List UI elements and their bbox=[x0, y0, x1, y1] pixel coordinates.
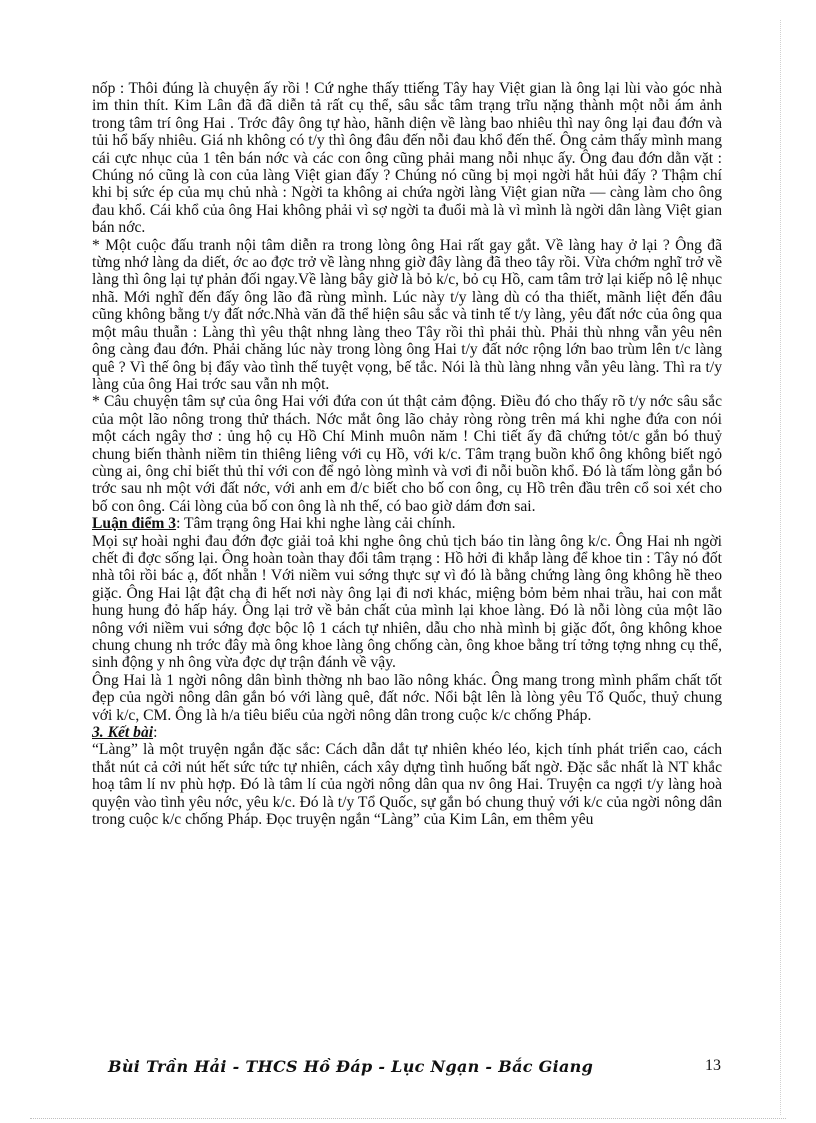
conclusion-heading bbox=[92, 724, 722, 741]
argument-3-label: Luận điểm 3 bbox=[92, 515, 177, 533]
conclusion-colon: : bbox=[153, 724, 158, 742]
paragraph-2: * Một cuộc đấu tranh nội tâm diễn ra trong lòng ông Hai rất gay gắt. Về làng hay ở lại ? Ông đã từng nhớ làng da diết, ớc ao đợc trở về làng nhng giờ đây làng đã theo tây rồi. Vừa chớm nghĩ trở về làng thì ông lại tự phản đối ngay.Về làng bây giờ là bỏ k/c, bỏ cụ Hồ, cam tâm trở lại kiếp nô lệ nhục nhã. Mới nghĩ đến đấy ông lão đã rùng mình. Lúc này t/y làng dù có tha thiết, mãnh liệt đến đâu cũng không bằng t/y đất nớc.Nhà văn đã thể hiện sâu sắc và tinh tế t/y làng, yêu đất nớc của ông qua một mâu thuẫn : Làng thì yêu thật nhng làng theo Tây rồi thì phải thù. Phải thù nhng vẫn yêu nên ông càng đau đớn. Phải chăng lúc này trong lòng ông Hai t/y đất nớc rộng lớn bao trùm lên t/c làng quê ? Vì thế ông bị đẩy vào tình thế tuyệt vọng, bế tắc. Nói là thù làng nhng vẫn yêu làng. Thì ra t/y làng của ông Hai trớc sau vẫn nh một. bbox=[92, 236, 722, 393]
body-text bbox=[92, 80, 722, 828]
argument-3-heading bbox=[92, 515, 722, 532]
paragraph-5: Ông Hai là 1 ngời nông dân bình thờng nh bao lão nông khác. Ông mang trong mình phẩm chất tốt đẹp của ngời nông dân gắn bó với làng quê, đất nớc. Nổi bật lên là lòng yêu Tổ Quốc, thuỷ chung với k/c, CM. Ông là h/a tiêu biểu của ngời nông dân trong cuộc k/c chống Pháp. bbox=[92, 671, 722, 724]
paragraph-1: nốp : Thôi đúng là chuyện ấy rồi ! Cứ nghe thấy ttiếng Tây hay Việt gian là ông lại lùi vào góc nhà im thin thít. Kim Lân đã đã diễn tả rất cụ thể, sâu sắc tâm trạng trĩu nặng thành một nỗi ám ảnh trong tâm trí ông Hai . Trớc đây ông tự hào, hãnh diện về làng bao nhiêu thì nay ông lại đau đớn và tủi hổ bấy nhiêu. Giá nh không có t/y thì ông đâu đến nỗi đau khổ đến thế. Ông cảm thấy mình mang cái cực nhục của 1 tên bán nớc và các con ông cũng phải mang nỗi nhục ấy. Ông đau đớn dằn vặt : Chúng nó cũng là con của làng Việt gian đấy ? Chúng nó cũng bị mọi ngời hắt hủi đấy ? Thậm chí khi bị sức ép của mụ chủ nhà : Ngời ta không ai chứa ngời làng Việt gian nữa — càng làm cho ông đau khổ. Cái khổ của ông Hai không phải vì sợ ngời ta đuổi mà là vì mình là ngời dân làng Việt gian bán nớc. bbox=[92, 80, 722, 237]
margin-divider bbox=[780, 20, 781, 1115]
footer-divider bbox=[30, 1118, 786, 1119]
paragraph-4: Mọi sự hoài nghi đau đớn đợc giải toả khi nghe ông chủ tịch báo tin làng ông k/c. Ông Hai nh ngời chết đi đợc sống lại. Ông hoàn toàn thay đổi tâm trạng : Hồ hởi đi khắp làng để khoe tin : Tây nó đốt nhà tôi rồi bác ạ, đốt nhẵn ! Với niềm vui sớng thực sự vì đó là bằng chứng làng ông không hề theo giặc. Ông Hai lật đật chạ đi hết nơi này ông lại đi nơi khác, miệng bỏm bẻm nhai trầu, hai con mắt hung hung đỏ hấp háy. Ông lại trở về bản chất của mình lại khoe làng. Đó là nỗi lòng của một lão nông với niềm vui sớng đợc bộc lộ 1 cách tự nhiên, dẫu cho nhà mình bị giặc đốt, ông không khoe chung chung nh trớc đây mà ông khoe làng ông chống càn, ông khoe bằng trí tởng tợng nhng cụ thể, sinh động y nh ông vừa đợc dự trận đánh về vậy. bbox=[92, 532, 722, 672]
paragraph-6: “Làng” là một truyện ngắn đặc sắc: Cách dẫn dắt tự nhiên khéo léo, kịch tính phát triển cao, cách thắt nút cả cởi nút hết sức tức tự nhiên, cách xây dựng tình huống bất ngờ. Đặc sắc nhất là NT khắc hoạ tâm lí nv phù hợp. Đó là tâm lí của ngời nông dân qua nv ông Hai. Truyện ca ngợi t/y làng hoà quyện vào tình yêu nớc, yêu k/c. Đó là t/y Tổ Quốc, sự gắn bó chung thuỷ với k/c của ngời nông dân trong cuộc k/c chống Pháp. Đọc truyện ngắn “Làng” của Kim Lân, em thêm yêu bbox=[92, 741, 722, 829]
footer-author: Bùi Trần Hải - THCS Hồ Đáp - Lục Ngạn - Bắc Giang bbox=[108, 1057, 594, 1076]
argument-3-title: : Tâm trạng ông Hai khi nghe làng cải chính. bbox=[176, 515, 456, 533]
conclusion-label: 3. Kết bài bbox=[92, 724, 154, 742]
paragraph-3: * Câu chuyện tâm sự của ông Hai với đứa con út thật cảm động. Điều đó cho thấy rõ t/y nớc sâu sắc của một lão nông trong thử thách. Nớc mắt ông lão chảy ròng ròng trên má khi nghe đứa con nói một cách ngây thơ : ủng hộ cụ Hồ Chí Minh muôn năm ! Chi tiết ấy đã chứng tỏt/c gắn bó thuỷ chung biến thành niềm tin thiêng liêng với cụ Hồ, với k/c. Tâm trạng buồn khổ ông không biết ngỏ cùng ai, ông chỉ biết thủ thỉ với con để ngỏ lòng mình và vơi đi nỗi buồn khổ. Đó là tấm lòng gắn bó trớc sau nh một với đất nớc, với anh em đ/c biết cho bố con ông, cụ Hồ trên đầu trên cổ soi xét cho bố con ông. Cái lòng của bố con ông là nh thế, có bao giờ dám đơn sai. bbox=[92, 393, 722, 515]
page-number: 13 bbox=[705, 1057, 721, 1074]
